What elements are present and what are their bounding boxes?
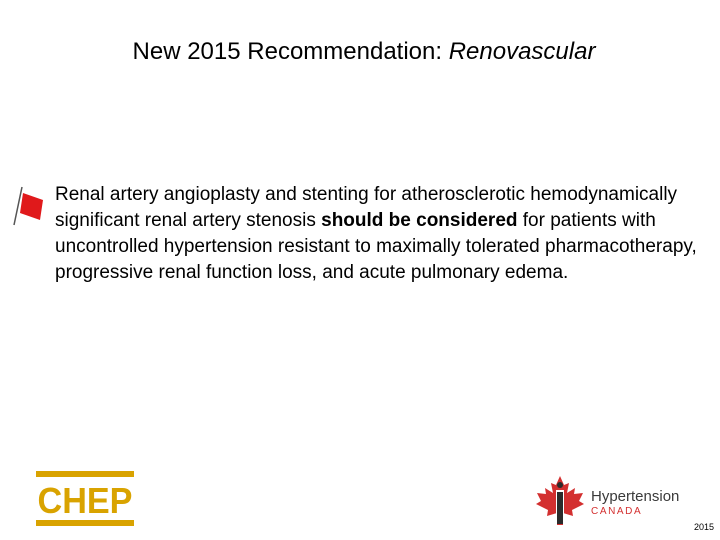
chep-logo	[36, 471, 134, 526]
hypertension-canada-logo	[533, 473, 713, 529]
slide-title	[0, 36, 720, 68]
recommendation-text-part1: Renal artery angioplasty and stenting for atherosclerotic hemodynamically significant renal artery stenosis	[55, 184, 678, 231]
hypertension-logo-name: Hypertension	[591, 488, 680, 505]
chep-logo-text: CHEP	[37, 480, 133, 521]
maple-leaf-icon	[533, 473, 587, 529]
recommendation-text-part2: for patients with uncontrolled hypertension resistant to maximally tolerated pharmacotherapy, progressive renal function loss, and acute pulmonary edema.	[55, 210, 697, 283]
recommendation-text-bold: should be considered	[321, 210, 518, 231]
hypertension-logo-sub: CANADA	[591, 506, 643, 517]
title-regular-text: New 2015 Recommendation:	[132, 38, 449, 65]
red-flag-icon	[10, 184, 50, 228]
footer-year: 2015	[693, 522, 714, 532]
title-italic-text: Renovascular	[448, 38, 596, 65]
recommendation-text	[55, 182, 705, 286]
